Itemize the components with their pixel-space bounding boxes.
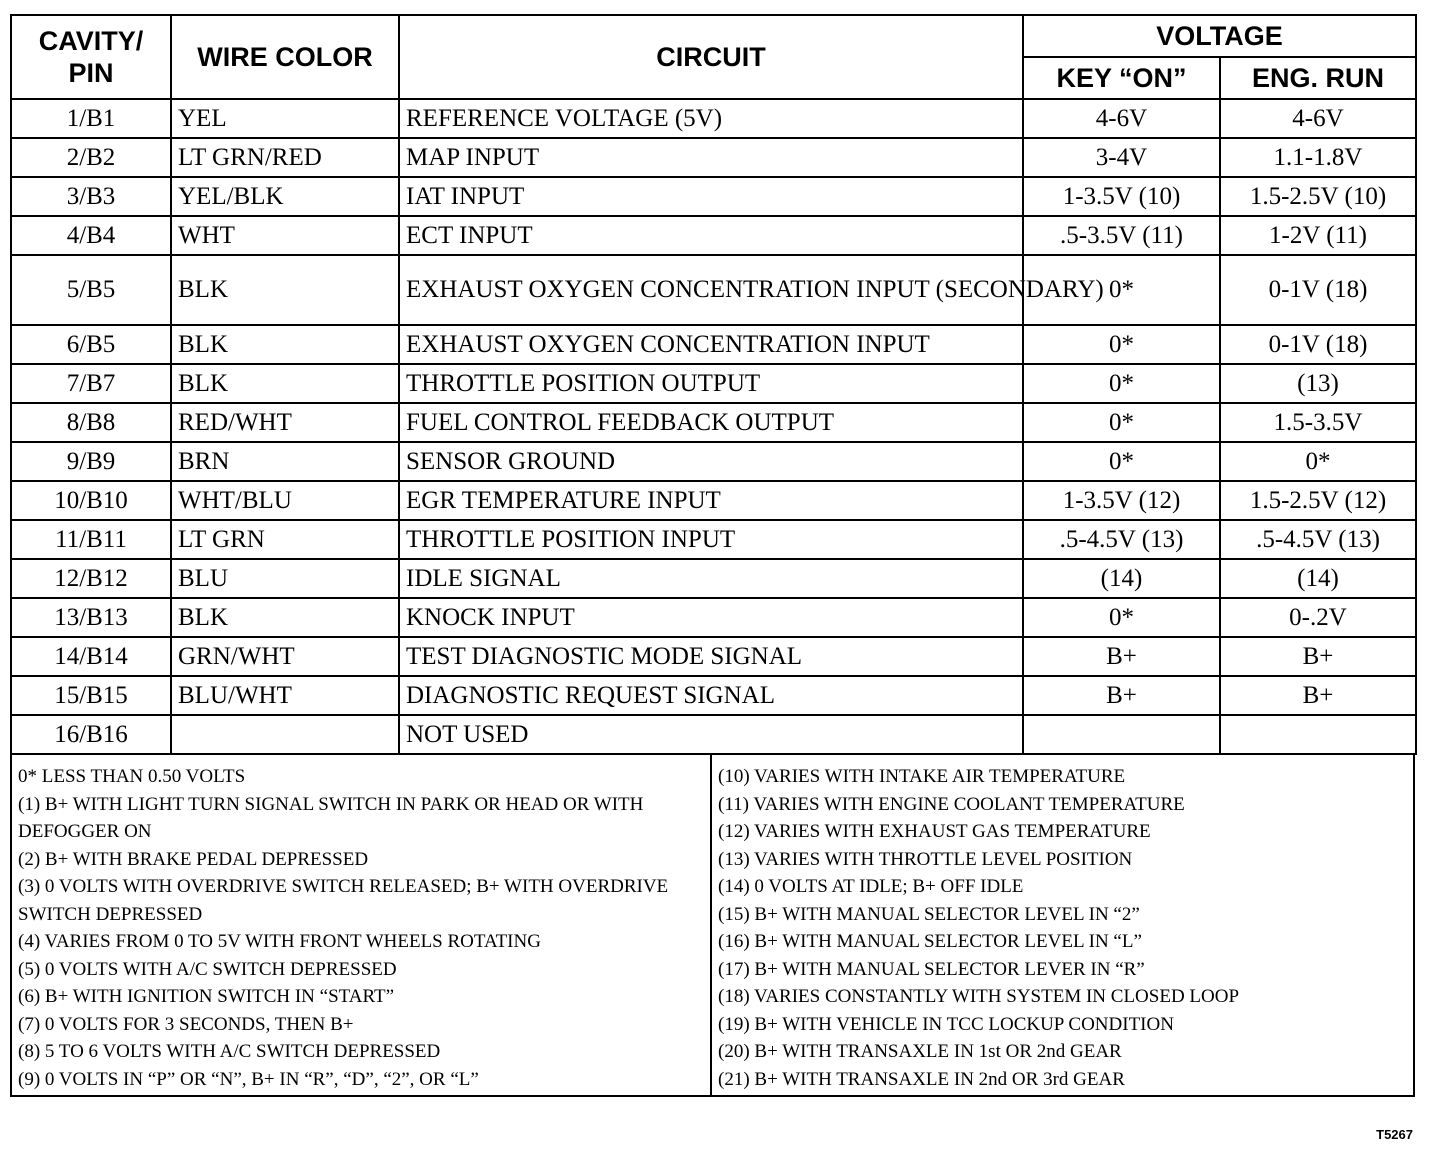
wire-color-cell: LT GRN [171, 520, 399, 559]
wire-color-cell: LT GRN/RED [171, 138, 399, 177]
table-row [11, 99, 1416, 138]
table-row [11, 216, 1416, 255]
eng-run-voltage-cell: 0-1V (18) [1220, 325, 1416, 364]
circuit-cell: IAT INPUT [399, 177, 1023, 216]
header-wire-color: WIRE COLOR [171, 15, 399, 99]
eng-run-voltage-cell: .5-4.5V (13) [1220, 520, 1416, 559]
circuit-cell: ECT INPUT [399, 216, 1023, 255]
cavity-pin-cell: 3/B3 [11, 177, 171, 216]
cavity-pin-cell: 8/B8 [11, 403, 171, 442]
eng-run-voltage-cell: 1.5-2.5V (10) [1220, 177, 1416, 216]
wire-color-cell: BLK [171, 325, 399, 364]
eng-run-voltage-cell: B+ [1220, 637, 1416, 676]
wire-color-cell: BLK [171, 598, 399, 637]
key-on-voltage-cell: .5-4.5V (13) [1023, 520, 1220, 559]
footnote: (7) 0 VOLTS FOR 3 SECONDS, THEN B+ [18, 1013, 354, 1035]
table-row [11, 325, 1416, 364]
key-on-voltage-cell: 0* [1023, 442, 1220, 481]
pinout-rows [11, 99, 1416, 754]
key-on-voltage-cell: B+ [1023, 637, 1220, 676]
wire-color-cell: BLU [171, 559, 399, 598]
eng-run-voltage-cell: 1.1-1.8V [1220, 138, 1416, 177]
eng-run-voltage-cell: (14) [1220, 559, 1416, 598]
table-row [11, 255, 1416, 325]
header-eng-run: ENG. RUN [1220, 57, 1416, 99]
circuit-cell: EGR TEMPERATURE INPUT [399, 481, 1023, 520]
key-on-voltage-cell [1023, 715, 1220, 754]
eng-run-voltage-cell: 0-1V (18) [1220, 255, 1416, 325]
footnote: (6) B+ WITH IGNITION SWITCH IN “START” [18, 986, 395, 1007]
cavity-pin-cell: 10/B10 [11, 481, 171, 520]
key-on-voltage-cell: 4-6V [1023, 99, 1220, 138]
circuit-cell: TEST DIAGNOSTIC MODE SIGNAL [399, 637, 1023, 676]
cavity-pin-cell: 11/B11 [11, 520, 171, 559]
wire-color-cell: BLU/WHT [171, 676, 399, 715]
table-row [11, 364, 1416, 403]
footnote: (14) 0 VOLTS AT IDLE; B+ OFF IDLE [718, 876, 1024, 897]
footnote: (2) B+ WITH BRAKE PEDAL DEPRESSED [18, 848, 369, 870]
wire-color-cell: RED/WHT [171, 403, 399, 442]
table-row [11, 520, 1416, 559]
circuit-cell: KNOCK INPUT [399, 598, 1023, 637]
table-row [11, 442, 1416, 481]
circuit-cell: THROTTLE POSITION INPUT [399, 520, 1023, 559]
header-circuit: CIRCUIT [399, 15, 1023, 99]
key-on-voltage-cell: 0* [1023, 598, 1220, 637]
circuit-cell: IDLE SIGNAL [399, 559, 1023, 598]
cavity-pin-cell: 1/B1 [11, 99, 171, 138]
cavity-pin-cell: 5/B5 [11, 255, 171, 325]
key-on-voltage-cell: 1-3.5V (12) [1023, 481, 1220, 520]
circuit-cell: EXHAUST OXYGEN CONCENTRATION INPUT [399, 325, 1023, 364]
header-cavity-pin: CAVITY/ PIN [11, 15, 171, 99]
footnote: (9) 0 VOLTS IN “P” OR “N”, B+ IN “R”, “D”, “2”, OR “L” [18, 1068, 479, 1090]
circuit-cell: EXHAUST OXYGEN CONCENTRATION INPUT (SECONDARY) [399, 255, 1023, 325]
footnote: (4) VARIES FROM 0 TO 5V WITH FRONT WHEELS ROTATING [18, 931, 541, 952]
footnote: (18) VARIES CONSTANTLY WITH SYSTEM IN CLOSED LOOP [718, 986, 1240, 1007]
table-row [11, 177, 1416, 216]
table-row [11, 138, 1416, 177]
circuit-cell: NOT USED [399, 715, 1023, 754]
footnote: (1) B+ WITH LIGHT TURN SIGNAL SWITCH IN PARK OR HEAD OR WITH DEFOGGER ON [18, 793, 644, 842]
cavity-pin-cell: 16/B16 [11, 715, 171, 754]
footnote: (15) B+ WITH MANUAL SELECTOR LEVEL IN “2” [718, 903, 1140, 925]
circuit-cell: SENSOR GROUND [399, 442, 1023, 481]
key-on-voltage-cell: 3-4V [1023, 138, 1220, 177]
cavity-pin-cell: 6/B5 [11, 325, 171, 364]
footnotes [10, 755, 1415, 1097]
key-on-voltage-cell: .5-3.5V (11) [1023, 216, 1220, 255]
footnote: 0* LESS THAN 0.50 VOLTS [18, 766, 246, 787]
footnote: (13) VARIES WITH THROTTLE LEVEL POSITION [718, 848, 1133, 870]
wire-color-cell: BLK [171, 364, 399, 403]
circuit-cell: MAP INPUT [399, 138, 1023, 177]
circuit-cell: DIAGNOSTIC REQUEST SIGNAL [399, 676, 1023, 715]
connector-pinout-table [10, 14, 1415, 1097]
circuit-cell: FUEL CONTROL FEEDBACK OUTPUT [399, 403, 1023, 442]
key-on-voltage-cell: 0* [1023, 255, 1220, 325]
footnote: (21) B+ WITH TRANSAXLE IN 2nd OR 3rd GEAR [718, 1068, 1125, 1090]
footnote: (17) B+ WITH MANUAL SELECTOR LEVER IN “R” [718, 958, 1145, 980]
table-row [11, 559, 1416, 598]
key-on-voltage-cell: 1-3.5V (10) [1023, 177, 1220, 216]
cavity-pin-cell: 2/B2 [11, 138, 171, 177]
key-on-voltage-cell: B+ [1023, 676, 1220, 715]
cavity-pin-cell: 14/B14 [11, 637, 171, 676]
wire-color-cell: WHT [171, 216, 399, 255]
footnote: (3) 0 VOLTS WITH OVERDRIVE SWITCH RELEASED; B+ WITH OVERDRIVE SWITCH DEPRESSED [18, 876, 669, 925]
footnote: (12) VARIES WITH EXHAUST GAS TEMPERATURE [718, 821, 1151, 842]
footnote: (8) 5 TO 6 VOLTS WITH A/C SWITCH DEPRESSED [18, 1041, 441, 1062]
header-voltage: VOLTAGE [1023, 15, 1416, 57]
table-row [11, 637, 1416, 676]
circuit-cell: THROTTLE POSITION OUTPUT [399, 364, 1023, 403]
cavity-pin-cell: 7/B7 [11, 364, 171, 403]
table-row [11, 715, 1416, 754]
cavity-pin-cell: 15/B15 [11, 676, 171, 715]
footnote: (10) VARIES WITH INTAKE AIR TEMPERATURE [718, 766, 1126, 787]
eng-run-voltage-cell: 0* [1220, 442, 1416, 481]
wire-color-cell: YEL/BLK [171, 177, 399, 216]
key-on-voltage-cell: 0* [1023, 403, 1220, 442]
table-row [11, 481, 1416, 520]
eng-run-voltage-cell: 1.5-3.5V [1220, 403, 1416, 442]
circuit-cell: REFERENCE VOLTAGE (5V) [399, 99, 1023, 138]
footnotes-left [12, 755, 712, 1095]
wire-color-cell: YEL [171, 99, 399, 138]
eng-run-voltage-cell [1220, 715, 1416, 754]
eng-run-voltage-cell: 1.5-2.5V (12) [1220, 481, 1416, 520]
key-on-voltage-cell: (14) [1023, 559, 1220, 598]
cavity-pin-cell: 12/B12 [11, 559, 171, 598]
footnote: (5) 0 VOLTS WITH A/C SWITCH DEPRESSED [18, 958, 397, 980]
eng-run-voltage-cell: 0-.2V [1220, 598, 1416, 637]
figure-code: T5267 [1376, 1127, 1413, 1142]
footnote: (16) B+ WITH MANUAL SELECTOR LEVEL IN “L” [718, 931, 1142, 952]
table-row [11, 403, 1416, 442]
cavity-pin-cell: 4/B4 [11, 216, 171, 255]
eng-run-voltage-cell: 1-2V (11) [1220, 216, 1416, 255]
wire-color-cell: BLK [171, 255, 399, 325]
table-row [11, 598, 1416, 637]
wire-color-cell [171, 715, 399, 754]
eng-run-voltage-cell: 4-6V [1220, 99, 1416, 138]
key-on-voltage-cell: 0* [1023, 364, 1220, 403]
wire-color-cell: WHT/BLU [171, 481, 399, 520]
cavity-pin-cell: 13/B13 [11, 598, 171, 637]
wire-color-cell: GRN/WHT [171, 637, 399, 676]
footnotes-right [712, 755, 1413, 1095]
cavity-pin-cell: 9/B9 [11, 442, 171, 481]
header-key-on: KEY “ON” [1023, 57, 1220, 99]
key-on-voltage-cell: 0* [1023, 325, 1220, 364]
footnote: (11) VARIES WITH ENGINE COOLANT TEMPERATURE [718, 793, 1185, 815]
pinout-table [10, 14, 1417, 755]
eng-run-voltage-cell: B+ [1220, 676, 1416, 715]
eng-run-voltage-cell: (13) [1220, 364, 1416, 403]
table-row [11, 676, 1416, 715]
footnote: (20) B+ WITH TRANSAXLE IN 1st OR 2nd GEAR [718, 1041, 1122, 1062]
footnote: (19) B+ WITH VEHICLE IN TCC LOCKUP CONDITION [718, 1013, 1174, 1035]
wire-color-cell: BRN [171, 442, 399, 481]
